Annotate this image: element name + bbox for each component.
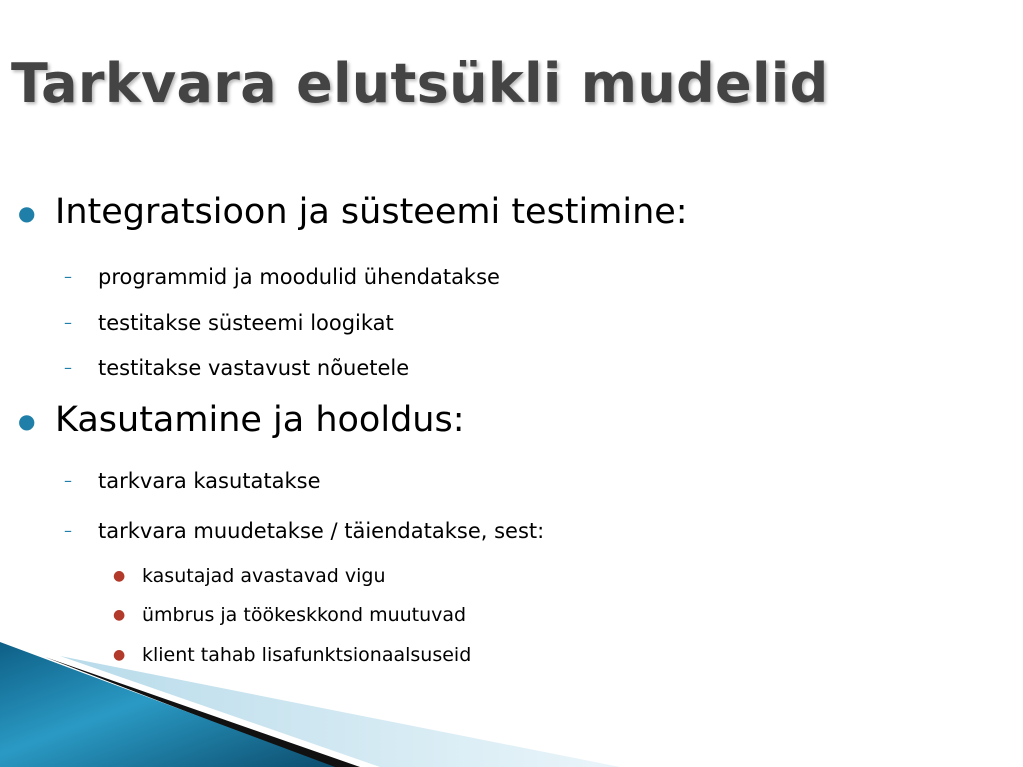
dash-icon: – [64, 471, 72, 490]
sub-sub-bullet-text: ümbrus ja töökeskkond muutuvad [142, 604, 467, 626]
sub-sub-bullet-text: kasutajad avastavad vigu [142, 565, 386, 587]
dash-icon: – [64, 521, 72, 540]
slide-title: Tarkvara elutsükli mudelid [11, 52, 829, 115]
dash-icon: – [64, 313, 72, 332]
sub-bullet-text: tarkvara muudetakse / täiendatakse, sest: [98, 519, 545, 543]
bullet-dot-icon: ● [18, 201, 36, 225]
sub-sub-bullet-text: klient tahab lisafunktsionaalsuseid [142, 644, 472, 666]
sub-bullet-text: testitakse süsteemi loogikat [98, 311, 394, 335]
dash-icon: – [64, 358, 72, 377]
bullet-text: Integratsioon ja süsteemi testimine: [55, 192, 688, 232]
bullet-dot-icon: ● [113, 568, 126, 584]
sub-bullet-text: programmid ja moodulid ühendatakse [98, 265, 500, 289]
corner-decoration [0, 642, 620, 767]
bullet-text: Kasutamine ja hooldus: [55, 400, 465, 440]
dash-icon: – [64, 267, 72, 286]
bullet-dot-icon: ● [113, 647, 126, 663]
sub-bullet-text: tarkvara kasutatakse [98, 469, 321, 493]
bullet-dot-icon: ● [18, 409, 36, 433]
bullet-dot-icon: ● [113, 607, 126, 623]
sub-bullet-text: testitakse vastavust nõuetele [98, 356, 410, 380]
